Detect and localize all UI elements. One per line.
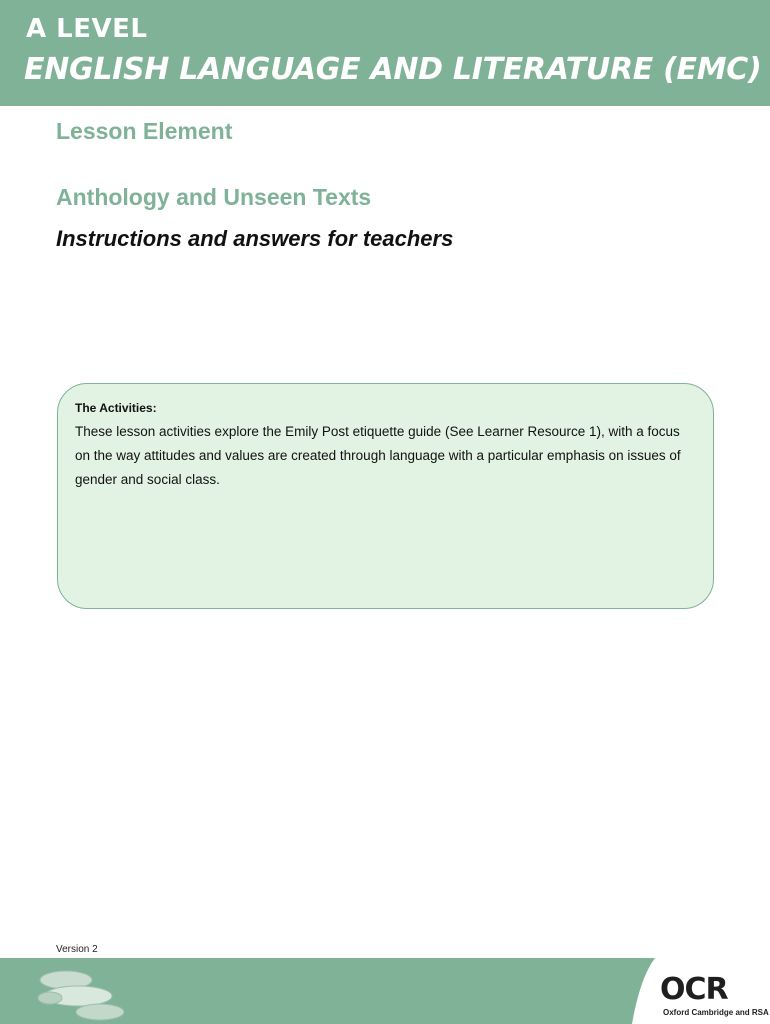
- header-banner: [0, 0, 770, 106]
- version-label: Version 2: [56, 944, 98, 955]
- footer-band: [0, 958, 770, 1024]
- activities-box: [57, 383, 714, 609]
- activities-heading: The Activities:: [75, 401, 157, 415]
- lesson-element-label: Lesson Element: [56, 118, 233, 144]
- activities-body: These lesson activities explore the Emily Post etiquette guide (See Learner Resource 1), with a focus on the way attitudes and values are created through language with a particular emphasis on issues of gender and social class.: [75, 424, 681, 487]
- subject-title: ENGLISH LANGUAGE AND LITERATURE (EMC): [24, 52, 762, 87]
- qualification-level: A LEVEL: [26, 14, 148, 44]
- ocr-logo: OCR: [660, 972, 728, 1007]
- ocr-logo-subtext: Oxford Cambridge and RSA: [663, 1008, 769, 1017]
- instructions-subtitle: Instructions and answers for teachers: [56, 226, 454, 251]
- topic-title: Anthology and Unseen Texts: [56, 184, 372, 210]
- stones-logo-icon: [20, 958, 160, 1024]
